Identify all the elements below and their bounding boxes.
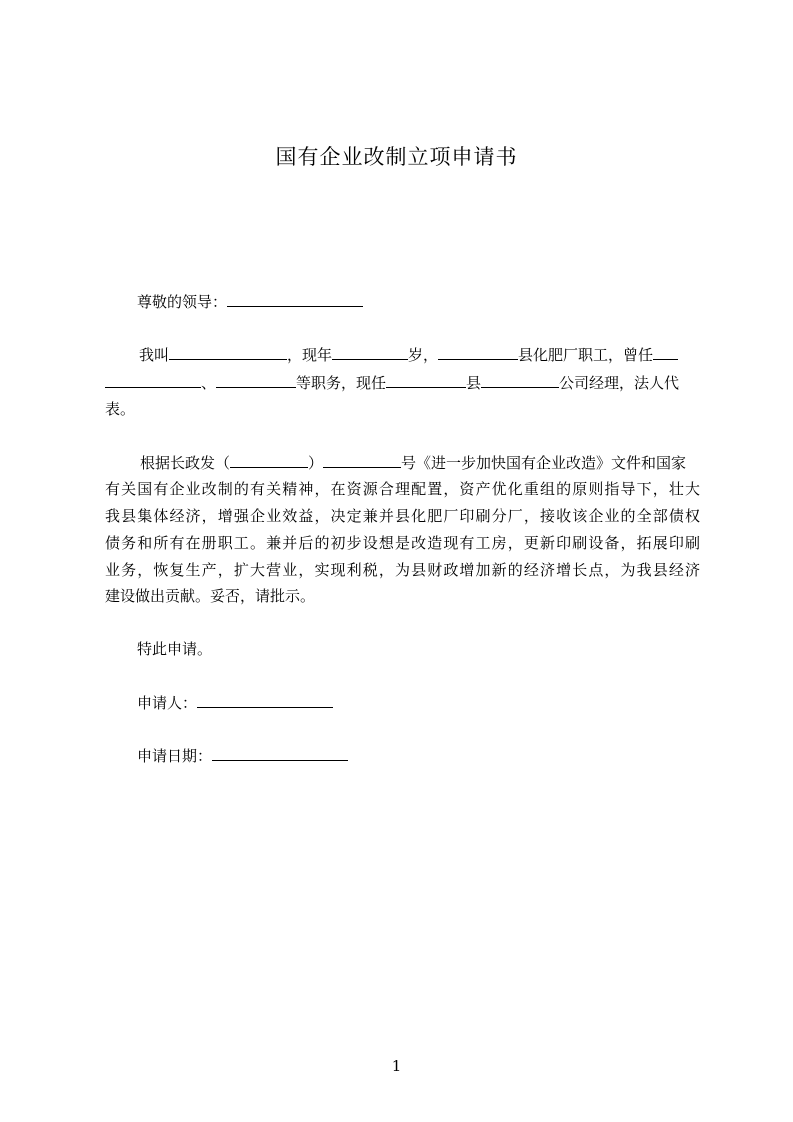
document-title: 国有企业改制立项申请书 (275, 145, 518, 169)
former-position-blank-3[interactable] (216, 372, 296, 388)
body-line-6: 建设做出贡献。妥否，请批示。 (105, 587, 316, 605)
date-label: 申请日期： (137, 747, 213, 765)
intro-text: 公司经理，法人代 (559, 374, 680, 392)
date-blank[interactable] (212, 745, 348, 761)
document-year-blank[interactable] (230, 452, 308, 468)
current-county-blank[interactable] (386, 372, 466, 388)
body-line-2: 有关国有企业改制的有关精神，在资源合理配置，资产优化重组的原则指导下，壮大 (105, 480, 700, 498)
applicant-blank[interactable] (197, 692, 333, 708)
intro-text: 、 (201, 374, 217, 392)
county-blank[interactable] (438, 344, 518, 360)
company-blank[interactable] (481, 372, 559, 388)
former-position-blank-2[interactable] (105, 372, 201, 388)
applicant-line (137, 692, 333, 713)
date-line (137, 745, 348, 766)
salutation-line (137, 291, 363, 312)
age-blank[interactable] (332, 344, 408, 360)
intro-text: 县 (466, 374, 482, 392)
intro-line-1 (139, 344, 678, 365)
body-line-5: 业务，恢复生产，扩大营业，实现利税，为县财政增加新的经济增长点，为我县经济 (105, 561, 700, 579)
former-position-blank[interactable] (653, 344, 678, 360)
document-number-blank[interactable] (323, 452, 401, 468)
recipient-blank[interactable] (227, 291, 363, 307)
intro-text: 我叫 (139, 346, 170, 364)
page-number: 1 (391, 1057, 402, 1075)
body-line-4: 债务和所有在册职工。兼并后的初步设想是改造现有工房，更新印刷设备，拓展印刷 (105, 534, 700, 552)
body-line-1 (140, 452, 686, 473)
closing-text: 特此申请。 (137, 640, 213, 658)
intro-text: 岁， (408, 346, 439, 364)
intro-text: 县化肥厂职工，曾任 (518, 346, 654, 364)
intro-text: ，现年 (287, 346, 333, 364)
body-line-3: 我县集体经济，增强企业效益，决定兼并县化肥厂印刷分厂，接收该企业的全部债权 (105, 507, 700, 525)
body-text: 根据长政发（ (140, 454, 231, 472)
intro-line-3: 表。 (105, 400, 136, 418)
body-text: 号《进一步加快国有企业改造》文件和国家 (401, 454, 687, 472)
name-blank[interactable] (169, 344, 287, 360)
intro-line-2 (105, 372, 679, 393)
applicant-label: 申请人： (137, 694, 198, 712)
salutation-label: 尊敬的领导： (137, 293, 228, 311)
body-text: ） (308, 454, 324, 472)
intro-text: 等职务，现任 (296, 374, 387, 392)
